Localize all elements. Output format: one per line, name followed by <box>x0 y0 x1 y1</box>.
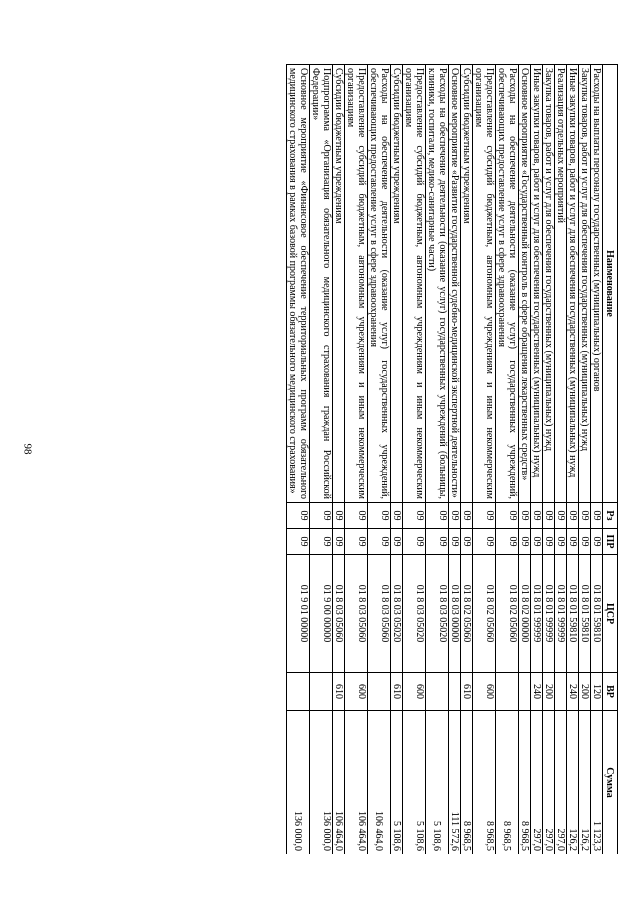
cell-csr: 01 8 03 05060 <box>368 555 391 673</box>
rotated-page-area <box>78 64 618 854</box>
cell-csr: 01 8 03 05020 <box>403 555 426 673</box>
cell-pr: 09 <box>333 529 345 555</box>
cell-csr: 01 9 01 00000 <box>287 555 310 673</box>
cell-pr: 09 <box>555 529 567 555</box>
cell-csr: 01 9 00 00000 <box>310 555 333 673</box>
table-row <box>449 65 461 855</box>
cell-vr <box>368 673 391 711</box>
cell-sum: 297,0 <box>531 711 543 855</box>
cell-vr: 600 <box>473 673 496 711</box>
cell-name: Расходы на обеспечение деятельности (оказание услуг) государственных учреждений, обеспечивающих предоставление услуг в сфере здравоохранения <box>496 65 519 503</box>
cell-sum: 111 572,6 <box>449 711 461 855</box>
table-row <box>473 65 496 855</box>
page-number: 98 <box>21 443 34 455</box>
cell-vr: 240 <box>531 673 543 711</box>
header-pr: ПР <box>603 529 618 555</box>
cell-csr: 01 8 03 05060 <box>345 555 368 673</box>
table-body <box>287 65 603 855</box>
cell-pr: 09 <box>519 529 531 555</box>
cell-vr <box>287 673 310 711</box>
cell-rz: 09 <box>461 503 473 529</box>
cell-sum: 106 464,0 <box>333 711 345 855</box>
cell-name: Предоставление субсидий бюджетным, автономным учреждениям и иным некоммерческим организациям <box>403 65 426 503</box>
cell-sum: 136 000,0 <box>287 711 310 855</box>
cell-sum: 5 108,6 <box>426 711 449 855</box>
table-row <box>287 65 310 855</box>
table-row <box>555 65 567 855</box>
cell-name: Субсидии бюджетным учреждениям <box>333 65 345 503</box>
cell-sum: 136 000,0 <box>310 711 333 855</box>
header-vr: ВР <box>603 673 618 711</box>
cell-name: Подпрограмма «Организация обязательного медицинского страхования граждан Российской Федерации» <box>310 65 333 503</box>
table-row <box>579 65 591 855</box>
cell-rz: 09 <box>345 503 368 529</box>
cell-rz: 09 <box>403 503 426 529</box>
cell-pr: 09 <box>579 529 591 555</box>
cell-vr: 200 <box>543 673 555 711</box>
table-row <box>496 65 519 855</box>
cell-vr: 120 <box>591 673 603 711</box>
cell-vr <box>449 673 461 711</box>
cell-rz: 09 <box>579 503 591 529</box>
table-row <box>531 65 543 855</box>
table-row <box>543 65 555 855</box>
cell-csr: 01 8 03 05060 <box>333 555 345 673</box>
table-row <box>368 65 391 855</box>
cell-pr: 09 <box>391 529 403 555</box>
cell-rz: 09 <box>496 503 519 529</box>
cell-name: Закупка товаров, работ и услуг для обеспечения государственных (муниципальных) нужд <box>579 65 591 503</box>
cell-vr: 610 <box>391 673 403 711</box>
cell-sum: 297,0 <box>555 711 567 855</box>
cell-csr: 01 8 02 05060 <box>473 555 496 673</box>
cell-vr <box>310 673 333 711</box>
cell-rz: 09 <box>543 503 555 529</box>
cell-csr: 01 8 03 00000 <box>449 555 461 673</box>
cell-sum: 126,2 <box>579 711 591 855</box>
cell-rz: 09 <box>310 503 333 529</box>
cell-vr <box>555 673 567 711</box>
cell-name: Расходы на выплаты персоналу государственных (муниципальных) органов <box>591 65 603 503</box>
cell-name: Реализация отдельных мероприятий <box>555 65 567 503</box>
table-row <box>345 65 368 855</box>
cell-pr: 09 <box>287 529 310 555</box>
table-row <box>391 65 403 855</box>
cell-vr: 600 <box>403 673 426 711</box>
cell-csr: 01 8 01 59810 <box>591 555 603 673</box>
table-row <box>426 65 449 855</box>
cell-sum: 126,2 <box>567 711 579 855</box>
cell-pr: 09 <box>567 529 579 555</box>
cell-vr: 610 <box>461 673 473 711</box>
cell-pr: 09 <box>449 529 461 555</box>
cell-rz: 09 <box>287 503 310 529</box>
cell-name: Предоставление субсидий бюджетным, автономным учреждениям и иным некоммерческим организациям <box>473 65 496 503</box>
cell-rz: 09 <box>591 503 603 529</box>
cell-csr: 01 8 03 05020 <box>391 555 403 673</box>
cell-rz: 09 <box>391 503 403 529</box>
table-row <box>519 65 531 855</box>
cell-name: Расходы на обеспечение деятельности (оказание услуг) государственных учреждений, обеспечивающих предоставление услуг в сфере здравоохранения <box>368 65 391 503</box>
cell-pr: 09 <box>543 529 555 555</box>
cell-pr: 09 <box>473 529 496 555</box>
table-row <box>461 65 473 855</box>
cell-pr: 09 <box>461 529 473 555</box>
cell-csr: 01 8 01 99999 <box>555 555 567 673</box>
cell-csr: 01 8 01 59810 <box>567 555 579 673</box>
cell-pr: 09 <box>496 529 519 555</box>
cell-pr: 09 <box>531 529 543 555</box>
cell-csr: 01 8 01 59810 <box>579 555 591 673</box>
cell-pr: 09 <box>310 529 333 555</box>
cell-csr: 01 8 01 99999 <box>543 555 555 673</box>
budget-table <box>286 64 618 854</box>
cell-sum: 8 968,5 <box>519 711 531 855</box>
cell-rz: 09 <box>473 503 496 529</box>
cell-pr: 09 <box>591 529 603 555</box>
cell-name: Предоставление субсидий бюджетным, автономным учреждениям и иным некоммерческим организациям <box>345 65 368 503</box>
cell-pr: 09 <box>345 529 368 555</box>
cell-vr: 600 <box>345 673 368 711</box>
header-sum: Сумма <box>603 711 618 855</box>
cell-name: Основное мероприятие «Финансовое обеспечение территориальных программ обязательного медицинского страхования в рамках базовой программы обязательного медицинского страхования» <box>287 65 310 503</box>
header-csr: ЦСР <box>603 555 618 673</box>
cell-name: Закупка товаров, работ и услуг для обеспечения государственных (муниципальных) нужд <box>543 65 555 503</box>
cell-sum: 5 108,6 <box>391 711 403 855</box>
cell-sum: 8 968,5 <box>473 711 496 855</box>
table-row <box>333 65 345 855</box>
cell-rz: 09 <box>333 503 345 529</box>
table-header-row <box>603 65 618 855</box>
cell-sum: 5 108,6 <box>403 711 426 855</box>
cell-name: Расходы на обеспечение деятельности (оказание услуг) государственных учреждений (больницы, клиники, госпитали, медико-санитарные части) <box>426 65 449 503</box>
cell-name: Основное мероприятие «Развитие государственной судебно-медицинской экспертной деятельности» <box>449 65 461 503</box>
cell-vr: 240 <box>567 673 579 711</box>
cell-vr <box>496 673 519 711</box>
cell-rz: 09 <box>519 503 531 529</box>
cell-rz: 09 <box>368 503 391 529</box>
cell-csr: 01 8 02 05060 <box>461 555 473 673</box>
cell-pr: 09 <box>403 529 426 555</box>
cell-sum: 1 123,3 <box>591 711 603 855</box>
cell-name: Основное мероприятие «Государственный контроль в сфере обращения лекарственных средств» <box>519 65 531 503</box>
cell-rz: 09 <box>531 503 543 529</box>
cell-rz: 09 <box>555 503 567 529</box>
cell-name: Субсидии бюджетным учреждениям <box>391 65 403 503</box>
cell-rz: 09 <box>567 503 579 529</box>
cell-csr: 01 8 02 05060 <box>496 555 519 673</box>
cell-pr: 09 <box>368 529 391 555</box>
cell-csr: 01 8 01 99999 <box>531 555 543 673</box>
cell-pr: 09 <box>426 529 449 555</box>
cell-rz: 09 <box>426 503 449 529</box>
cell-name: Субсидии бюджетным учреждениям <box>461 65 473 503</box>
cell-csr: 01 8 03 05020 <box>426 555 449 673</box>
cell-csr: 01 8 02 00000 <box>519 555 531 673</box>
cell-vr: 200 <box>579 673 591 711</box>
cell-name: Иные закупки товаров, работ и услуг для обеспечения государственных (муниципальных) нужд <box>531 65 543 503</box>
table-row <box>591 65 603 855</box>
cell-name: Иные закупки товаров, работ и услуг для обеспечения государственных (муниципальных) нужд <box>567 65 579 503</box>
budget-table-container <box>78 64 618 854</box>
cell-vr: 610 <box>333 673 345 711</box>
table-row <box>567 65 579 855</box>
cell-vr <box>519 673 531 711</box>
table-row <box>403 65 426 855</box>
cell-sum: 8 968,5 <box>461 711 473 855</box>
cell-sum: 106 464,0 <box>368 711 391 855</box>
cell-sum: 297,0 <box>543 711 555 855</box>
header-rz: Рз <box>603 503 618 529</box>
cell-rz: 09 <box>449 503 461 529</box>
cell-vr <box>426 673 449 711</box>
header-name: Наименование <box>603 65 618 503</box>
cell-sum: 106 464,0 <box>345 711 368 855</box>
table-row <box>310 65 333 855</box>
cell-sum: 8 968,5 <box>496 711 519 855</box>
